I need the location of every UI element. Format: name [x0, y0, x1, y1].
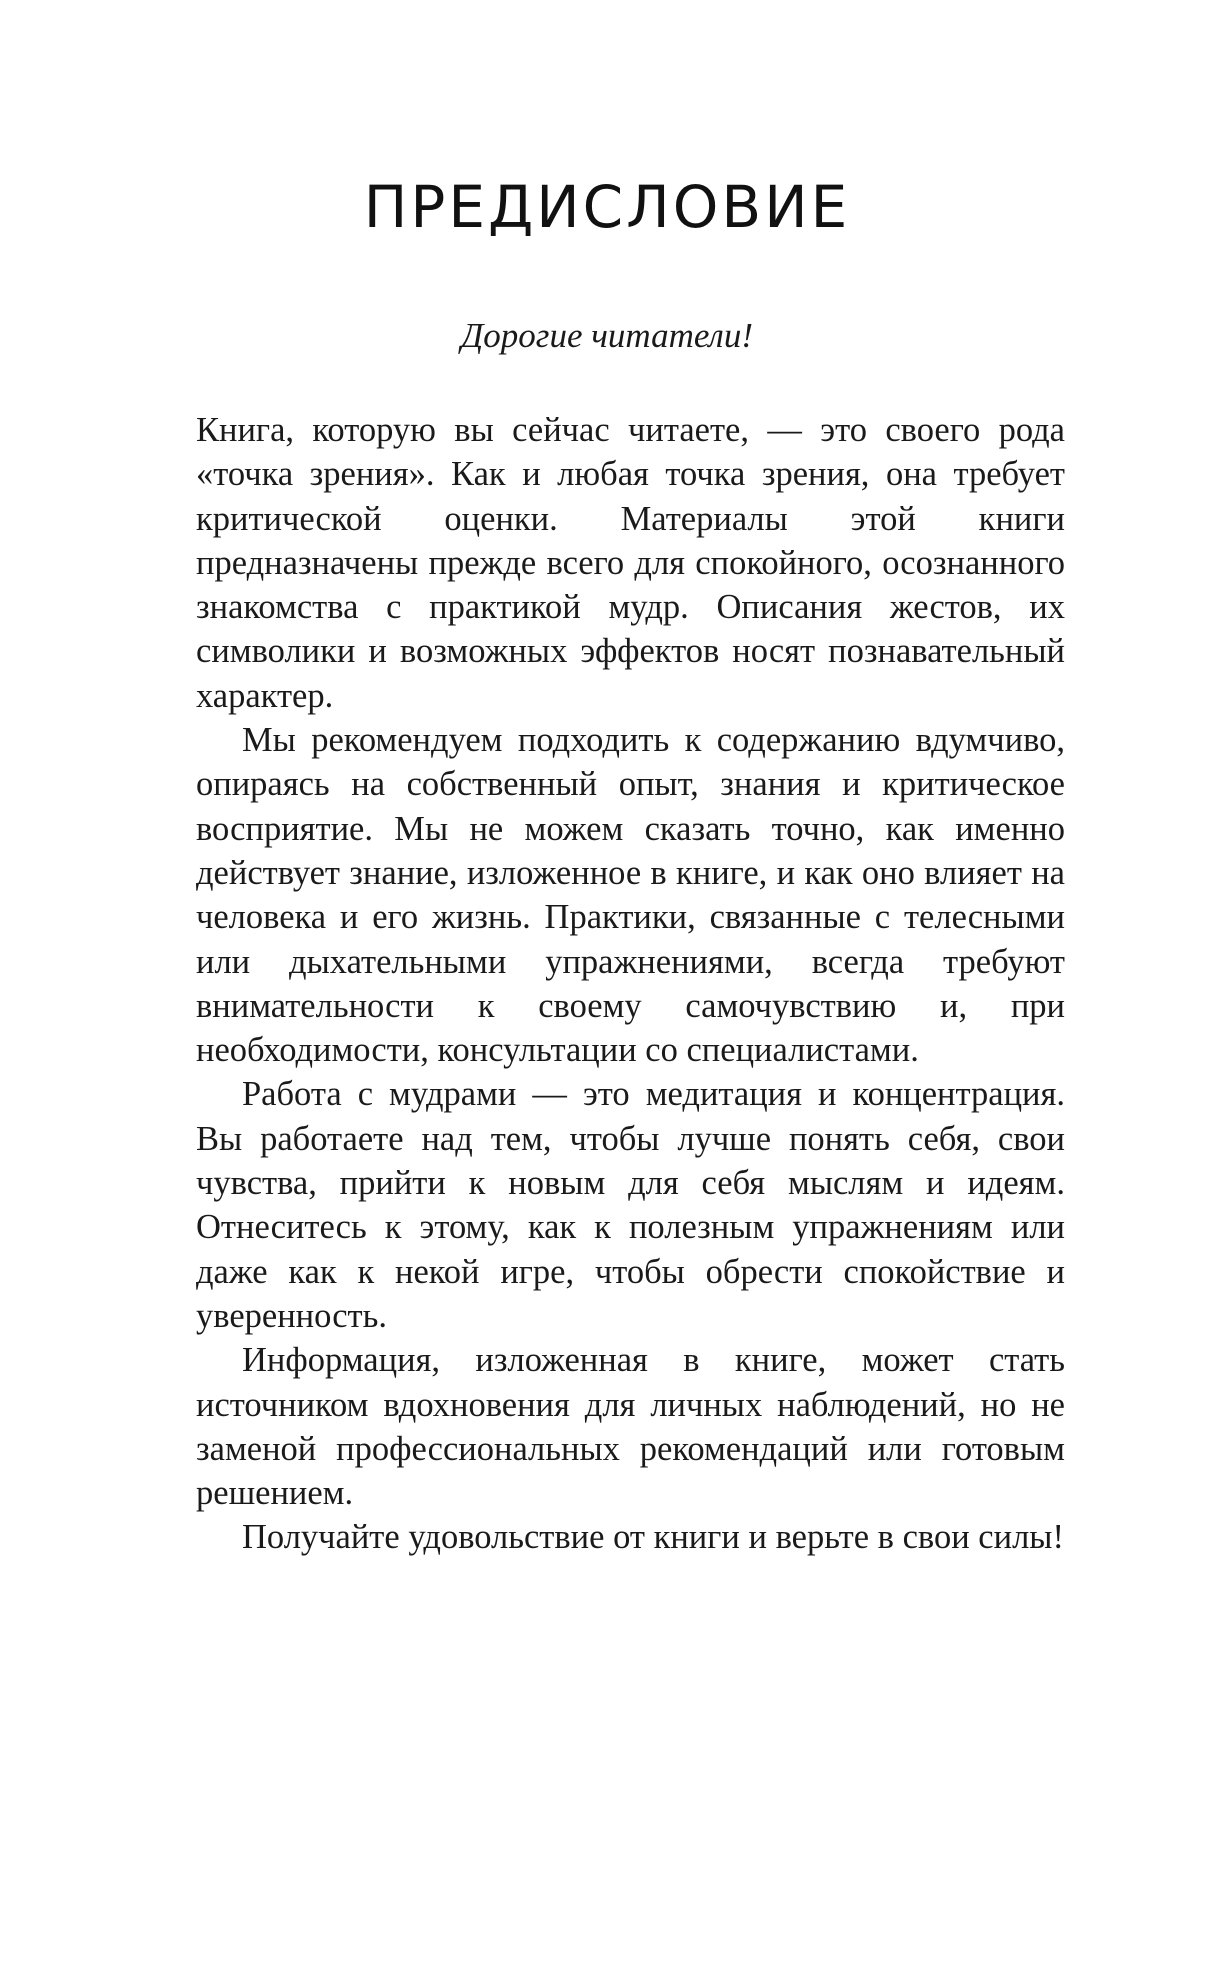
paragraph: Получайте удовольствие от книги и верьте в свои силы!	[242, 1518, 1064, 1557]
paragraph: Книга, которую вы сейчас читаете, — это своего рода «точка зрения». Как и любая точка зрения, она требует критической оценки. Материалы этой книги предназначены прежде всего для спокойного, осознанного знакомства с практикой мудр. Описания жестов, их символики и возможных эффектов носят познавательный характер.	[196, 411, 1065, 715]
salutation: Дорогие читатели!	[461, 316, 753, 355]
paragraph: Работа с мудрами — это медитация и концентрация. Вы работаете над тем, чтобы лучше понять себя, свои чувства, прийти к новым для себя мыслям и идеям. Отнеситесь к этому, как к полезным упражнениям или даже как к некой игре, чтобы обрести спокойствие и уверенность.	[196, 1075, 1065, 1335]
page-title: ПРЕДИСЛОВИЕ	[363, 173, 851, 241]
body-text	[196, 408, 1065, 1560]
paragraph: Мы рекомендуем подходить к содержанию вдумчиво, опираясь на собственный опыт, знания и критическое восприятие. Мы не можем сказать точно, как именно действует знание, изложенное в книге, и как оно влияет на человека и его жизнь. Практики, связанные с телесными или дыхательными упражнениями, всегда требуют внимательности к своему самочувствию и, при необходимости, консультации со специалистами.	[196, 721, 1065, 1070]
paragraph: Информация, изложенная в книге, может стать источником вдохновения для личных наблюдений, но не заменой профессиональных рекомендаций или готовым решением.	[196, 1341, 1065, 1513]
